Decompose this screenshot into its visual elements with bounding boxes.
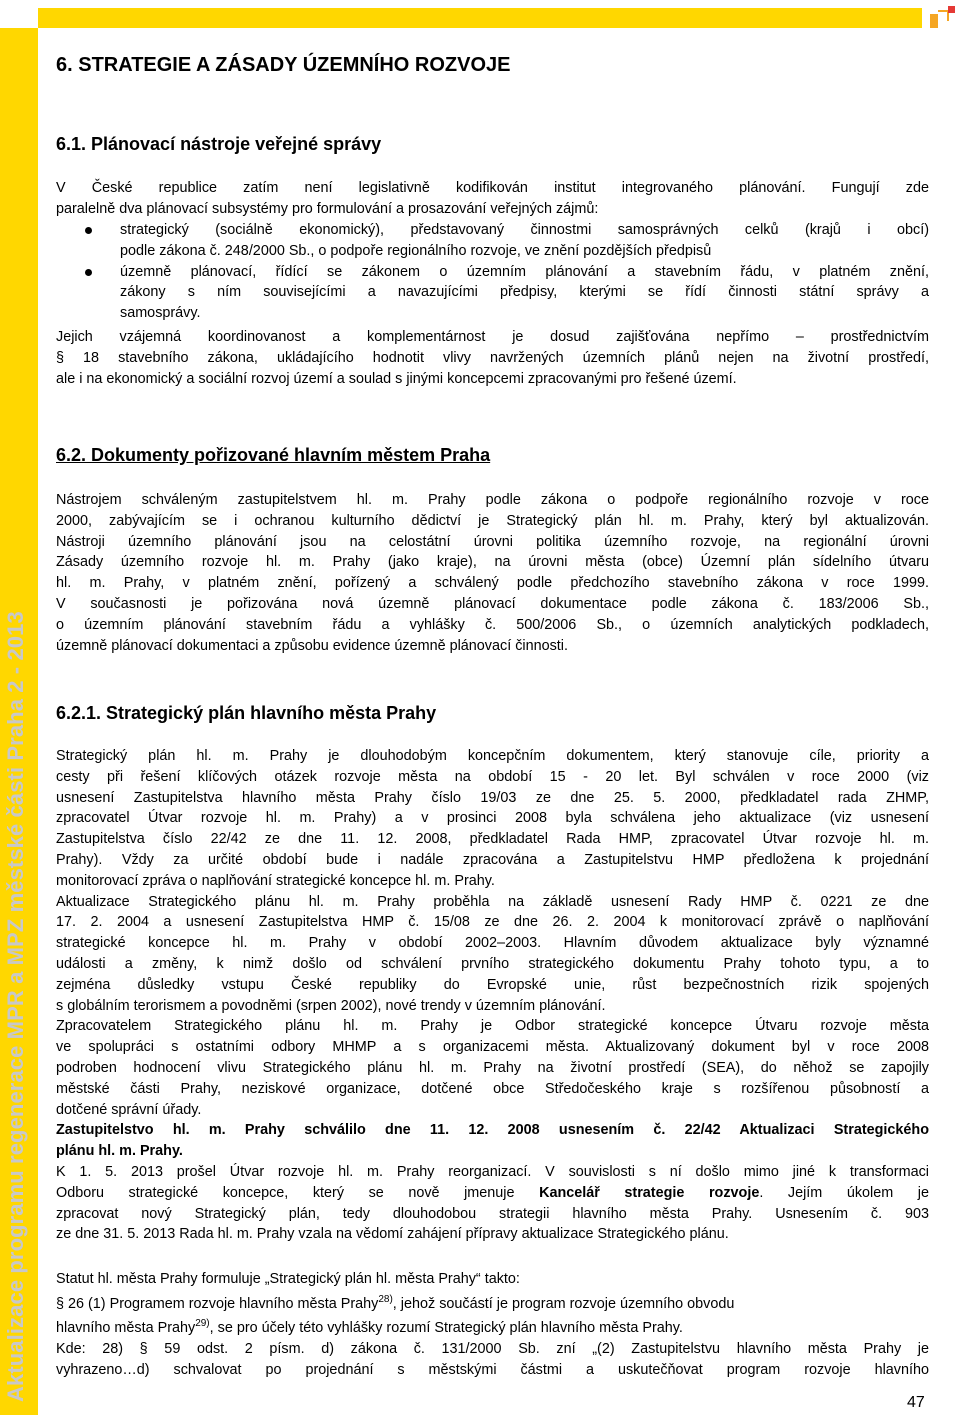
section-6-2-paragraph: [56, 490, 929, 656]
header-bar: [38, 8, 922, 28]
paragraph-line: [56, 1314, 929, 1339]
intro-line: V České republice zatím není legislativně kodifikován institut integrovaného plánování. Fungují zde: [56, 180, 929, 196]
list-item-line: strategický (sociálně ekonomický), představovaný činnostmi samosprávných celků (krajů i obcí): [120, 222, 929, 238]
list-item-line: podle zákona č. 248/2000 Sb., o podpoře regionálního rozvoje, ve znění pozdějších předpisů: [120, 242, 712, 259]
paragraph-line: § 18 stavebního zákona, ukládajícího hodnotit vlivy navržených územních plánů nejen na životní prostředí,: [56, 349, 929, 366]
text-run: , jehož součástí je program rozvoje územního obvodu: [392, 1295, 735, 1312]
paragraph-line: územně plánovací dokumentaci a způsobu evidence územně plánovací činnosti.: [56, 637, 568, 654]
paragraph-line: městské části Prahy, neziskové organizace, dotčené obce Středočeského kraje s rozšířenou působností a: [56, 1080, 929, 1097]
paragraph-line: zejména důsledky vstupu České republiky do Evropské unie, růst bezpečnostních rizik spojených: [56, 976, 929, 993]
paragraph-line: K 1. 5. 2013 prošel Útvar rozvoje hl. m. Prahy reorganizací. V souvislosti s ní došlo mimo jiné k transformaci: [56, 1163, 929, 1180]
footnote-ref: 29): [195, 1318, 210, 1330]
paragraph-line: podroben hodnocení vlivu Strategického plánu hl. m. Prahy na životní prostředí (SEA), do něhož se zapojily: [56, 1059, 929, 1076]
paragraph-line: 17. 2. 2004 a usnesení Zastupitelstva HMP č. 15/08 ze dne 26. 2. 2004 k monitorovací zprávě o naplňování: [56, 914, 929, 931]
section-6-1-intro: [56, 178, 929, 220]
paragraph-line: strategické koncepce hl. m. Prahy v období 2002–2003. Hlavním důvodem aktualizace byly významné: [56, 935, 929, 952]
paragraph-line: Nástroji územního plánování jsou na celostátní úrovni politika územního rozvoje, na regionální úrovni: [56, 533, 929, 550]
paragraph-line: 2000, zabývajícím se i ochranou kulturního dědictví je Strategický plán hl. m. Prahy, který byl aktualizován.: [56, 512, 929, 529]
paragraph-line: vyhrazeno…d) schvalovat po projednání s městskými částmi a uskutečňovat program rozvoje hlavního: [56, 1361, 929, 1378]
paragraph-line: zpracovat nový Strategický plán, tedy dlouhodobou strategii hlavního města Prahy. Usnesením č. 903: [56, 1205, 929, 1222]
list-item-line: územně plánovací, řídící se zákonem o územním plánování a stavebním řádu, v platném znění,: [120, 263, 929, 280]
text-run: , se pro účely této vyhlášky rozumí Strategický plán hlavního města Prahy.: [209, 1320, 683, 1337]
paragraph-line: události a změny, k nimž došlo od schválení prvního strategického dokumentu Prahy tohoto typu, a to: [56, 955, 929, 972]
paragraph-line: ze dne 31. 5. 2013 Rada hl. m. Prahy vzala na vědomí zahájení přípravy aktualizace Strategického plánu.: [56, 1226, 729, 1243]
statute-paragraph: [56, 1269, 929, 1381]
paragraph-line: zpracovatel Útvar rozvoje hl. m. Prahy) a v prosinci 2008 byla schválena jeho aktualizace (viz usnesení: [56, 810, 929, 827]
paragraph-line: Jejich vzájemná koordinovanost a komplementárnost je dosud zajišťována nepřímo – prostřednictvím: [56, 329, 929, 345]
page-number: 47: [907, 1394, 925, 1411]
paragraph-line: Zásady územního rozvoje hl. m. Prahy (jako kraje), na úrovni města (obce) Územní plán sídelního útvaru: [56, 554, 929, 571]
paragraph-line: cesty při řešení klíčových otázek rozvoje města na období 15 - 20 let. Byl schválen v roce 2000 (viz: [56, 768, 929, 785]
text-run: Odboru strategické koncepce, který se nově jmenuje: [56, 1184, 540, 1201]
bullet-icon: [85, 227, 92, 234]
paragraph-line: usnesení Zastupitelstva hlavního města Prahy číslo 19/03 ze dne 25. 5. 2000, předkladatel rada ZHMP,: [56, 789, 929, 806]
paragraph-line: hl. m. Prahy, v platném znění, pořízený a schválený podle předchozího stavebního zákona v roce 1999.: [56, 575, 929, 592]
bullet-icon: [85, 269, 92, 276]
paragraph-line: s globálním terorismem a povodněmi (srpen 2002), nové trendy v územním plánování.: [56, 997, 606, 1014]
paragraph-line: Zastupitelstva číslo 22/42 ze dne 11. 12. 2008, předkladatel Rada HMP, zpracovatel Útvar rozvoje hl. m.: [56, 831, 929, 848]
paragraph-line: Aktualizace Strategického plánu hl. m. Prahy proběhla na základě usnesení Rady HMP č. 0221 ze dne: [56, 893, 929, 910]
office-name: Kancelář strategie rozvoje: [539, 1184, 760, 1201]
footnote-ref: 28): [378, 1293, 393, 1305]
paragraph-line: Zpracovatelem Strategického plánu hl. m. Prahy je Odbor strategické koncepce Útvaru rozvoje města: [56, 1018, 929, 1035]
chapter-title: 6. STRATEGIE A ZÁSADY ÚZEMNÍHO ROZVOJE: [56, 54, 511, 76]
paragraph-line: o územním plánování stavebním řádu a vyhlášky č. 500/2006 Sb., o územních analytických podkladech,: [56, 616, 929, 633]
paragraph-line: [56, 1183, 929, 1204]
text-run: § 26 (1) Programem rozvoje hlavního města Prahy: [56, 1295, 379, 1312]
resolution-statement: Zastupitelstvo hl. m. Prahy schválilo dne 11. 12. 2008 usnesením č. 22/42 Aktualizaci Strategického: [56, 1122, 929, 1139]
section-6-2-title-text: 6.2. Dokumenty pořizované hlavním městem Praha: [56, 445, 491, 465]
resolution-statement: plánu hl. m. Prahy.: [56, 1143, 183, 1160]
sidebar-vertical-text: Aktualizace programu regenerace MPR a MPZ městské části Praha 2 - 2013: [3, 611, 28, 1402]
logo-mark-red: [948, 6, 955, 13]
paragraph-line: Prahy). Vždy za určité období bude i nadále zpracována a Zastupitelstvu HMP předložena k projednání: [56, 851, 929, 868]
intro-line: paralelně dva plánovací subsystémy pro formulování a prosazování veřejných zájmů:: [56, 200, 599, 217]
list-item-line: samosprávy.: [120, 305, 201, 322]
paragraph-line: monitorovací zpráva o naplňování strategické koncepce hl. m. Prahy.: [56, 872, 495, 889]
paragraph-line: ve spolupráci s ostatními odbory MHMP a s organizacemi města. Aktualizovaný dokument byl v roce 2008: [56, 1039, 929, 1056]
logo-mark-left: [930, 14, 938, 28]
strategic-plan-paragraph: [56, 746, 929, 1245]
text-run: . Jejím úkolem je: [759, 1184, 929, 1201]
list-item-line: zákony s ním souvisejícími a navazujícími předpisy, kterými se řídí činnosti státní správy a: [120, 284, 929, 301]
paragraph-line: Strategický plán hl. m. Prahy je dlouhodobým koncepčním dokumentem, který stanovuje cíle, priority a: [56, 748, 929, 764]
text-run: hlavního města Prahy: [56, 1320, 196, 1337]
section-6-2-1-title: 6.2.1. Strategický plán hlavního města Prahy: [56, 703, 437, 723]
paragraph-line: [56, 1290, 929, 1315]
paragraph-line: V současnosti je pořizována nová územně plánovací dokumentace podle zákona č. 183/2006 Sb.,: [56, 595, 929, 612]
paragraph-line: dotčené správní úřady.: [56, 1101, 202, 1118]
paragraph-line: Kde: 28) § 59 odst. 2 písm. d) zákona č. 131/2000 Sb. zní „(2) Zastupitelstvu hlavního města Prahy je: [56, 1340, 929, 1357]
paragraph-line: ale i na ekonomický a sociální rozvoj území a soulad s jinými koncepcemi zpracovanými pro řešené území.: [56, 370, 737, 387]
planning-subsystems-list: [56, 220, 929, 324]
section-6-1-title: 6.1. Plánovací nástroje veřejné správy: [56, 134, 382, 154]
section-6-2-title: [56, 445, 490, 466]
list-item: [56, 220, 929, 262]
paragraph-line: Nástrojem schváleným zastupitelstvem hl. m. Prahy podle zákona o podpoře regionálního rozvoje v roce: [56, 492, 929, 508]
list-item: [56, 262, 929, 324]
coordination-paragraph: [56, 327, 929, 389]
paragraph-line: Statut hl. města Prahy formuluje „Strategický plán hl. města Prahy“ takto:: [56, 1271, 520, 1287]
